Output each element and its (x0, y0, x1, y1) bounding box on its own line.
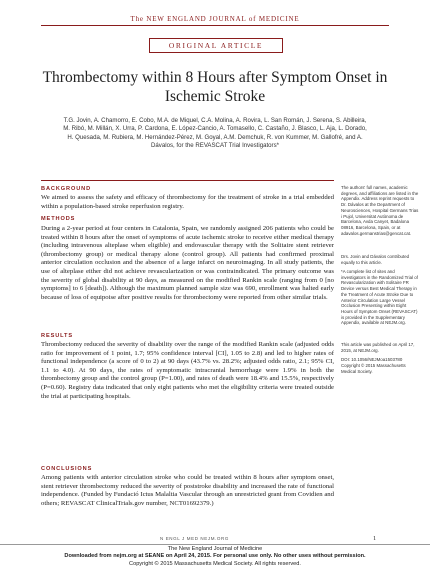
sidebar-copyright: Copyright © 2015 Massachusetts Medical Society. (341, 363, 406, 374)
conclusions-text: Among patients with anterior circulation stroke who could be treated within 8 hours after symptom onset, stent retriever thrombectomy reduced the severity of poststroke disability and increased the rate of functional independence. (Funded by Fundació Ictus Malaltia Vascular through an unrestricted grant from Covidien and others; REVASCAT ClinicalTrials.gov number, NCT01692379.) (41, 474, 334, 507)
footer-rule (0, 544, 430, 545)
methods-text: During a 2-year period at four centers in Catalonia, Spain, we randomly assigned 206 patients who could be treated within 8 hours after the onset of symptoms of acute ischemic stroke to receive either medical therapy (including intravenous alteplase when eligible) and endovascular therapy with the Solitaire stent retriever (thrombectomy group) or medical therapy alone (control group). All patients had confirmed proximal anterior circulation occlusion and the absence of a large infarct on neuroimaging. In all study patients, the use of alteplase either did not achieve revascularization or was contraindicated. The primary outcome was the severity of global disability at 90 days, as measured on the modified Rankin scale (ranging from 0 [no symptoms] to 6 [death]). Although the maximum planned sample size was 690, enrollment was halted early because of loss of equipoise after positive results for thrombectomy were reported from other similar trials. (41, 225, 334, 301)
results-heading: RESULTS (41, 333, 73, 339)
abstract-rule (41, 180, 334, 181)
journal-masthead: The NEW ENGLAND JOURNAL of MEDICINE (130, 15, 300, 23)
methods-heading: METHODS (41, 216, 76, 222)
footer-journal-line: N ENGL J MED NEJM.ORG (160, 536, 229, 541)
background-text: We aimed to assess the safety and efficacy of thrombectomy for the treatment of stroke in a trial embedded within a population-based stroke reperfusion registry. (41, 194, 334, 210)
footer-line-3: Copyright © 2015 Massachusetts Medical Society. All rights reserved. (129, 561, 301, 567)
masthead-rule (41, 25, 389, 26)
results-text: Thrombectomy reduced the severity of disability over the range of the modified Rankin scale (adjusted odds ratio for improvement of 1 point, 1.7; 95% confidence interval [CI], 1.05 to 2.8) and led to higher rates of functional independence (a score of 0 to 2) at 90 days (43.7% vs. 28.2%; adjusted odds ratio, 2.1; 95% CI, 1.1 to 4.0). At 90 days, the rates of symptomatic intracranial hemorrhage were 1.9% in both the thrombectomy group and the control group (P=1.00), and rates of death were 18.4% and 15.5%, respectively (P=0.60). Registry data indicated that only eight patients who met the eligibility criteria were treated outside the trial at participating hospitals. (41, 341, 334, 400)
sidebar-publication: This article was published on April 17, 2015, at NEJM.org. (341, 342, 415, 353)
footer-line-2: Downloaded from nejm.org at SEANE on April 24, 2015. For personal use only. No other uses without permission. (64, 553, 366, 559)
sidebar-doi: DOI: 10.1056/NEJMoa1503780 (341, 357, 403, 362)
author-list: T.G. Jovin, A. Chamorro, E. Cobo, M.A. de Miquel, C.A. Molina, A. Rovira, L. San Román, J. Serena, S. Abilleira, M. Ribó, M. Millán, X. Urra, P. Cardona, E. López-Cancio, A. Tomasello, C. Castaño, J. Blasco, L. Aja, L. Dorado, H. Quesada, M. Rubiera, M. Hernández-Pérez, M. Goyal, A.M. Demchuk, R. von Kummer, M. Gallofré, and A. Dávalos, for the REVASCAT Trial Investigators* (63, 117, 367, 149)
article-title: Thrombectomy within 8 Hours after Symptom Onset in Ischemic Stroke (42, 69, 388, 105)
conclusions-heading: CONCLUSIONS (41, 466, 93, 472)
sidebar-affiliations: The authors' full names, academic degrees, and affiliations are listed in the Appendix. Address reprint requests to Dr. Dávalos at the Department of Neurosciences, Hospital Germans Trias i Pujol, Universitat Autònoma de Barcelona, Avda Canyet, Badalona 08916, Barcelona, Spain, or at adavalos.germanstrias@gencat.cat. (341, 185, 419, 236)
sidebar-investigators: *A complete list of sites and investigators in the Randomized Trial of Revascularization with Solitaire FR Device versus Best Medical Therapy in the Treatment of Acute Stroke Due to Anterior Circulation Large Vessel Occlusion Presenting within Eight Hours of Symptom Onset (REVASCAT) is provided in the Supplementary Appendix, available at NEJM.org. (341, 269, 418, 326)
footer-line-1: The New England Journal of Medicine (167, 546, 263, 552)
background-heading: BACKGROUND (41, 186, 92, 192)
article-type-box: ORIGINAL ARTICLE (149, 38, 283, 53)
page-number: 1 (373, 535, 377, 542)
sidebar-contribution: Drs. Jovin and Dávalos contributed equally to this article. (341, 254, 410, 265)
